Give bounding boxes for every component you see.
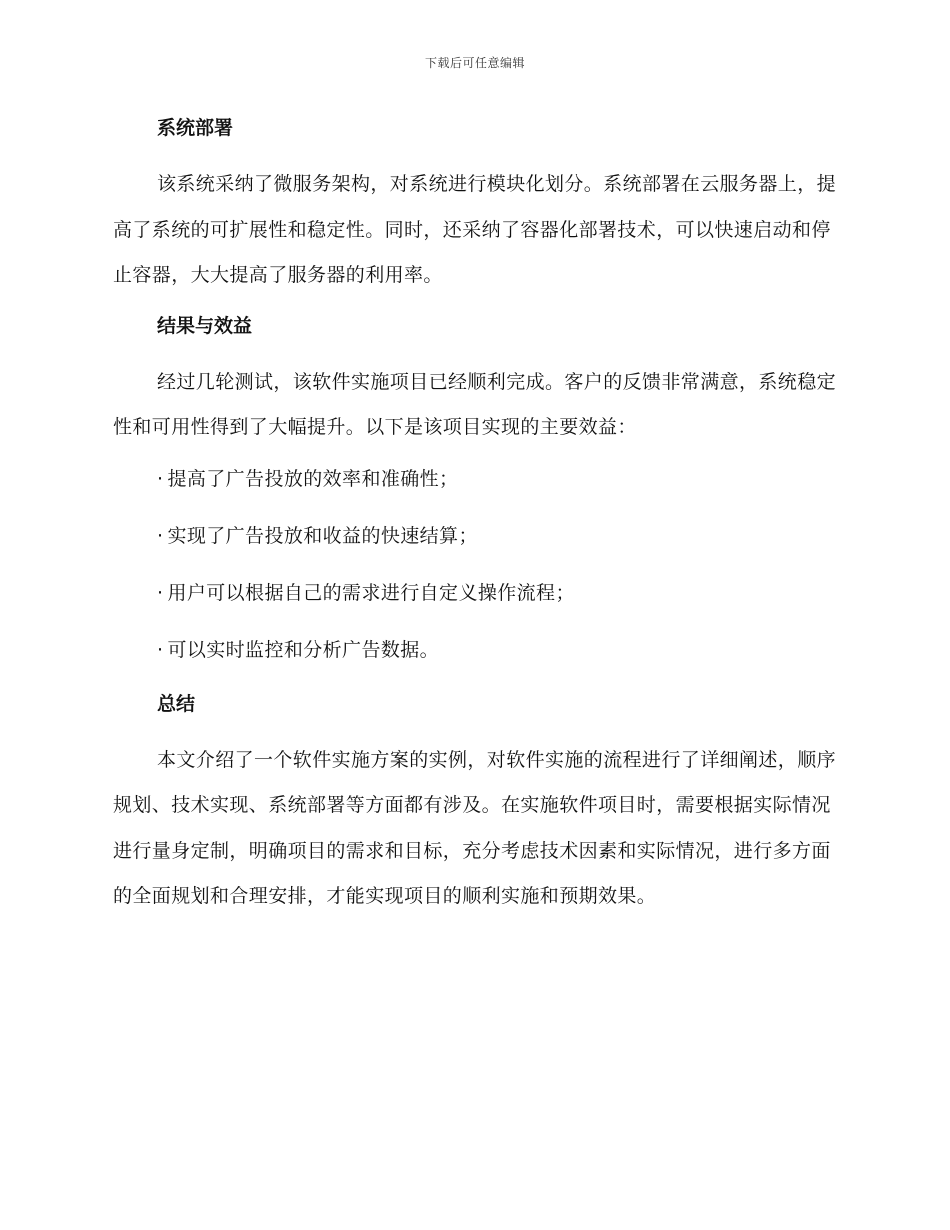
section-title: 总结: [157, 692, 196, 715]
bullet-dot: ·: [157, 467, 164, 490]
header-note: 下载后可任意编辑: [424, 56, 525, 70]
section-paragraph: 经过几轮测试，该软件实施项目已经顺利完成。客户的反馈非常满意，系统稳定性和可用性得到了大幅提升。以下是该项目实现的主要效益：: [113, 370, 837, 438]
section-title: 结果与效益: [157, 314, 253, 337]
bullet-dot: ·: [157, 524, 164, 547]
section-paragraph: 本文介绍了一个软件实施方案的实例，对软件实施的流程进行了详细阐述，顺序规划、技术实现、系统部署等方面都有涉及。在实施软件项目时，需要根据实际情况进行量身定制，明确项目的需求和目标，充分考虑技术因素和实际情况，进行多方面的全面规划和合理安排，才能实现项目的顺利实施和预期效果。: [113, 748, 837, 907]
section-title: 系统部署: [157, 117, 234, 139]
list-item: [157, 520, 838, 552]
list-item: [157, 463, 838, 495]
bullet-dot: ·: [157, 581, 164, 604]
section-paragraph: 该系统采纳了微服务架构，对系统进行模块化划分。系统部署在云服务器上，提高了系统的可扩展性和稳定性。同时，还采纳了容器化部署技术，可以快速启动和停止容器，大大提高了服务器的利用率。: [113, 173, 837, 286]
list-item-text: 可以实时监控和分析广告数据。: [167, 638, 440, 661]
list-item-text: 实现了广告投放和收益的快速结算；: [167, 524, 478, 547]
list-item-text: 提高了广告投放的效率和准确性；: [167, 467, 459, 490]
section-deployment: [113, 112, 838, 299]
section-summary: [113, 688, 838, 920]
list-item: [157, 634, 838, 666]
document-body: [113, 112, 838, 930]
list-item: [157, 577, 838, 609]
list-item-text: 用户可以根据自己的需求进行自定义操作流程；: [167, 581, 575, 604]
bullet-dot: ·: [157, 638, 164, 661]
section-results: [113, 310, 838, 666]
